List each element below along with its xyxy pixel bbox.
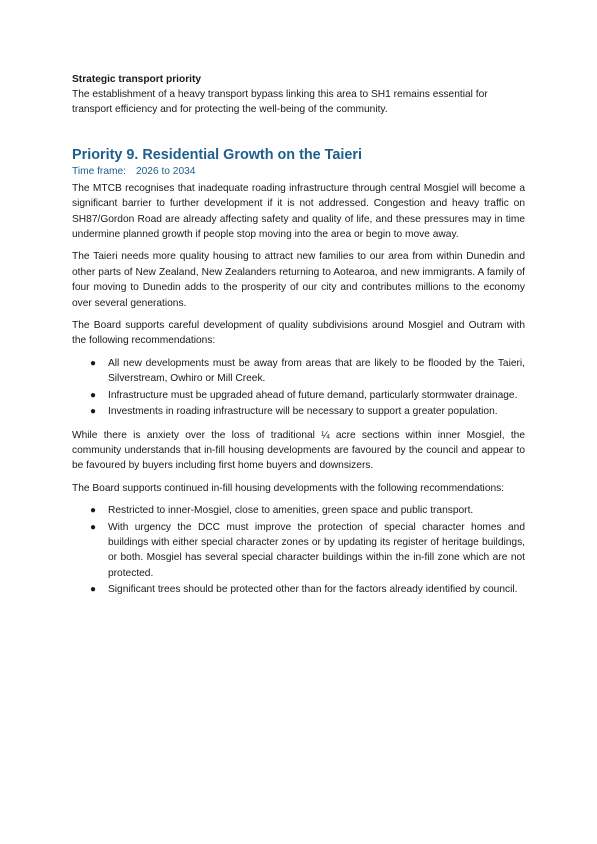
bullet-icon: ● xyxy=(90,521,97,533)
bullet-icon: ● xyxy=(90,505,97,517)
paragraph-roading: The MTCB recognises that inadequate roading infrastructure through central Mosgiel will become a significant barrier to further development if it is not addressed. Congestion and heavy traffic on SH87/Gordon Road are already affecting safety and quality of life, and these pressures may in time undermine planned growth if people stop moving into the area or begin to move away. xyxy=(72,182,525,241)
strategic-transport-heading: Strategic transport priority xyxy=(72,74,202,85)
time-frame-label: Time frame: xyxy=(72,165,126,177)
bullet-icon: ● xyxy=(90,406,97,418)
priority-title: Priority 9. Residential Growth on the Taieri xyxy=(72,146,362,163)
time-frame-value: 2026 to 2034 xyxy=(135,165,196,177)
bullet-icon: ● xyxy=(90,357,97,369)
subdivision-recommendations-list xyxy=(72,356,525,420)
bullet-icon: ● xyxy=(90,389,97,401)
time-frame xyxy=(72,165,525,179)
strategic-transport-body: The establishment of a heavy transport bypass linking this area to SH1 remains essential for transport efficiency and for protecting the well-being of the community. xyxy=(72,89,488,116)
list-item: ● Significant trees should be protected other than for the factors already identified by council. xyxy=(108,582,525,597)
list-item: ● All new developments must be away from areas that are likely to be flooded by the Taieri, Silverstream, Owhiro or Mill Creek. xyxy=(90,357,525,385)
list-item: ● With urgency the DCC must improve the protection of special character homes and buildings with either special character zones or by updating its register of heritage buildings, or both. Mosgiel has several special character buildings within the in-fill zone which are not protected. xyxy=(90,521,525,579)
infill-recommendations-list xyxy=(72,503,525,597)
paragraph-infill-anxiety: While there is anxiety over the loss of traditional ¼ acre sections within inner Mosgiel, the community understands that in-fill housing developments are favoured by the council and appear to be favoured by buyers including first home buyers and downsizers. xyxy=(72,429,525,472)
paragraph-housing-need: The Taieri needs more quality housing to attract new families to our area from within Dunedin and other parts of New Zealand, New Zealanders returning to Aotearoa, and new immigrants. A family of four moving to Dunedin adds to the prosperity of our city and contributes millions to the economy over several generations. xyxy=(72,251,525,309)
list-item: ● Investments in roading infrastructure will be necessary to support a greater population. xyxy=(108,404,525,419)
paragraph-infill-intro: The Board supports continued in-fill housing developments with the following recommendations: xyxy=(72,482,505,494)
list-item: ● Infrastructure must be upgraded ahead of future demand, particularly stormwater drainage. xyxy=(108,388,525,403)
list-item: ● Restricted to inner-Mosgiel, close to amenities, green space and public transport. xyxy=(108,503,525,518)
paragraph-subdivision-intro: The Board supports careful development of quality subdivisions around Mosgiel and Outram with the following recommendations: xyxy=(72,320,525,347)
bullet-icon: ● xyxy=(90,584,97,596)
